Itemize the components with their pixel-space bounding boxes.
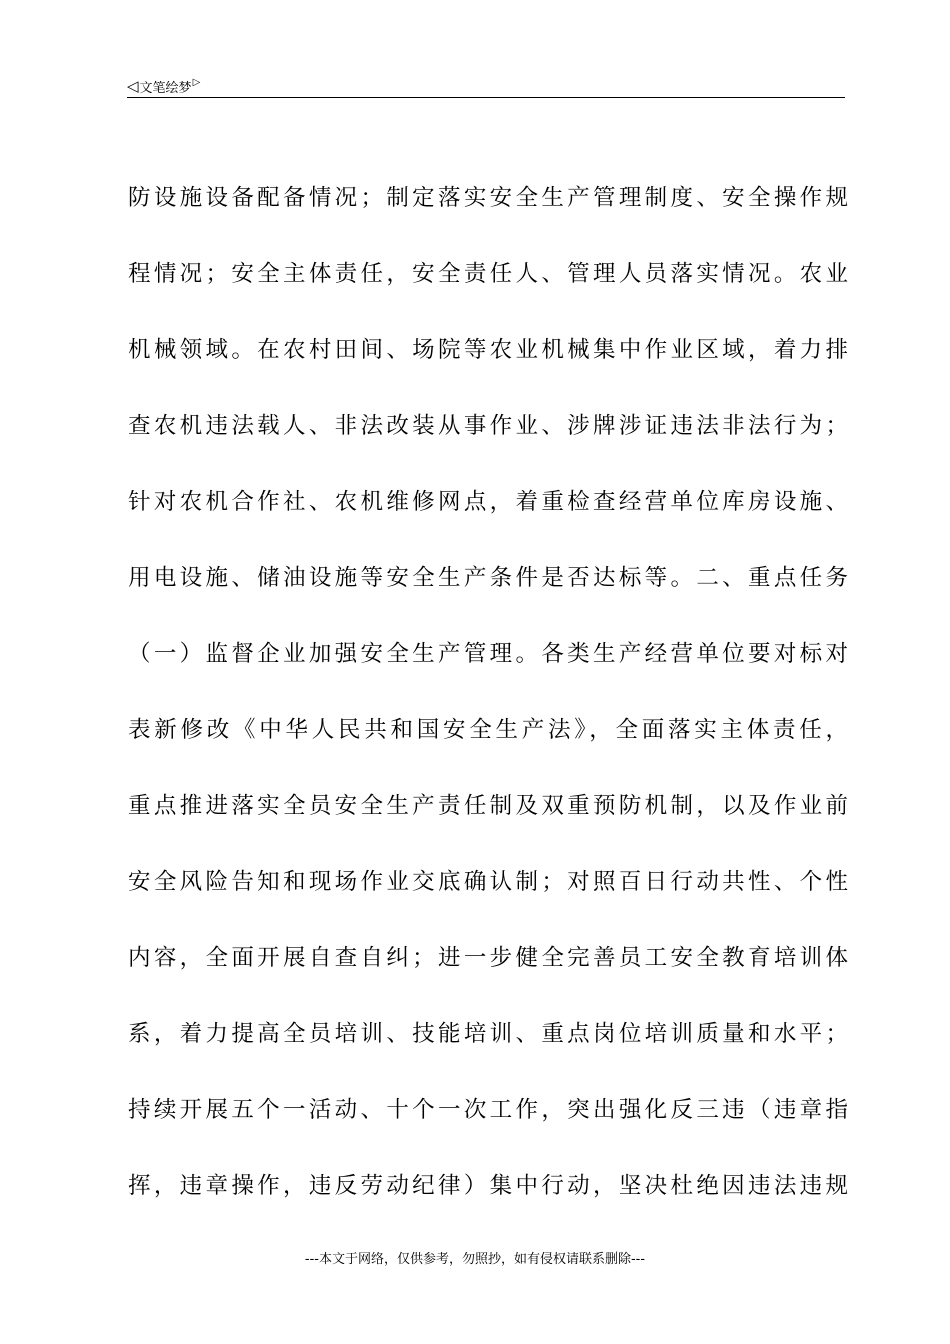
body-line: 针对农机合作社、农机维修网点，着重检查经营单位库房设施、	[128, 489, 848, 515]
body-line: 安全风险告知和现场作业交底确认制；对照百日行动共性、个性	[128, 869, 848, 895]
page-header	[127, 76, 200, 96]
body-line: 重点推进落实全员安全生产责任制及双重预防机制，以及作业前	[128, 793, 848, 819]
body-line: 持续开展五个一活动、十个一次工作，突出强化反三违（违章指	[128, 1097, 848, 1123]
footer-disclaimer: ---本文于网络，仅供参考，勿照抄，如有侵权请联系删除---	[304, 1252, 646, 1267]
body-line: 查农机违法载人、非法改装从事作业、涉牌涉证违法非法行为；	[128, 413, 848, 439]
left-triangle-icon: ◁	[127, 76, 139, 95]
body-line: 程情况；安全主体责任，安全责任人、管理人员落实情况。农业	[128, 261, 848, 287]
header-divider	[127, 97, 845, 98]
right-triangle-icon: ▷	[192, 77, 201, 88]
body-line: 系，着力提高全员培训、技能培训、重点岗位培训质量和水平；	[128, 1021, 848, 1047]
body-line: 挥，违章操作，违反劳动纪律）集中行动，坚决杜绝因违法违规	[128, 1173, 848, 1199]
body-line: 机械领域。在农村田间、场院等农业机械集中作业区域，着力排	[128, 337, 848, 363]
body-line: 防设施设备配备情况；制定落实安全生产管理制度、安全操作规	[128, 185, 848, 211]
body-line: 用电设施、储油设施等安全生产条件是否达标等。二、重点任务	[128, 565, 848, 591]
body-line: 内容，全面开展自查自纠；进一步健全完善员工安全教育培训体	[128, 945, 848, 971]
body-line: （一）监督企业加强安全生产管理。各类生产经营单位要对标对	[128, 641, 848, 667]
document-body	[128, 160, 848, 1224]
header-title: 文笔绘梦	[139, 80, 192, 96]
body-line: 表新修改《中华人民共和国安全生产法》，全面落实主体责任，	[128, 717, 848, 743]
